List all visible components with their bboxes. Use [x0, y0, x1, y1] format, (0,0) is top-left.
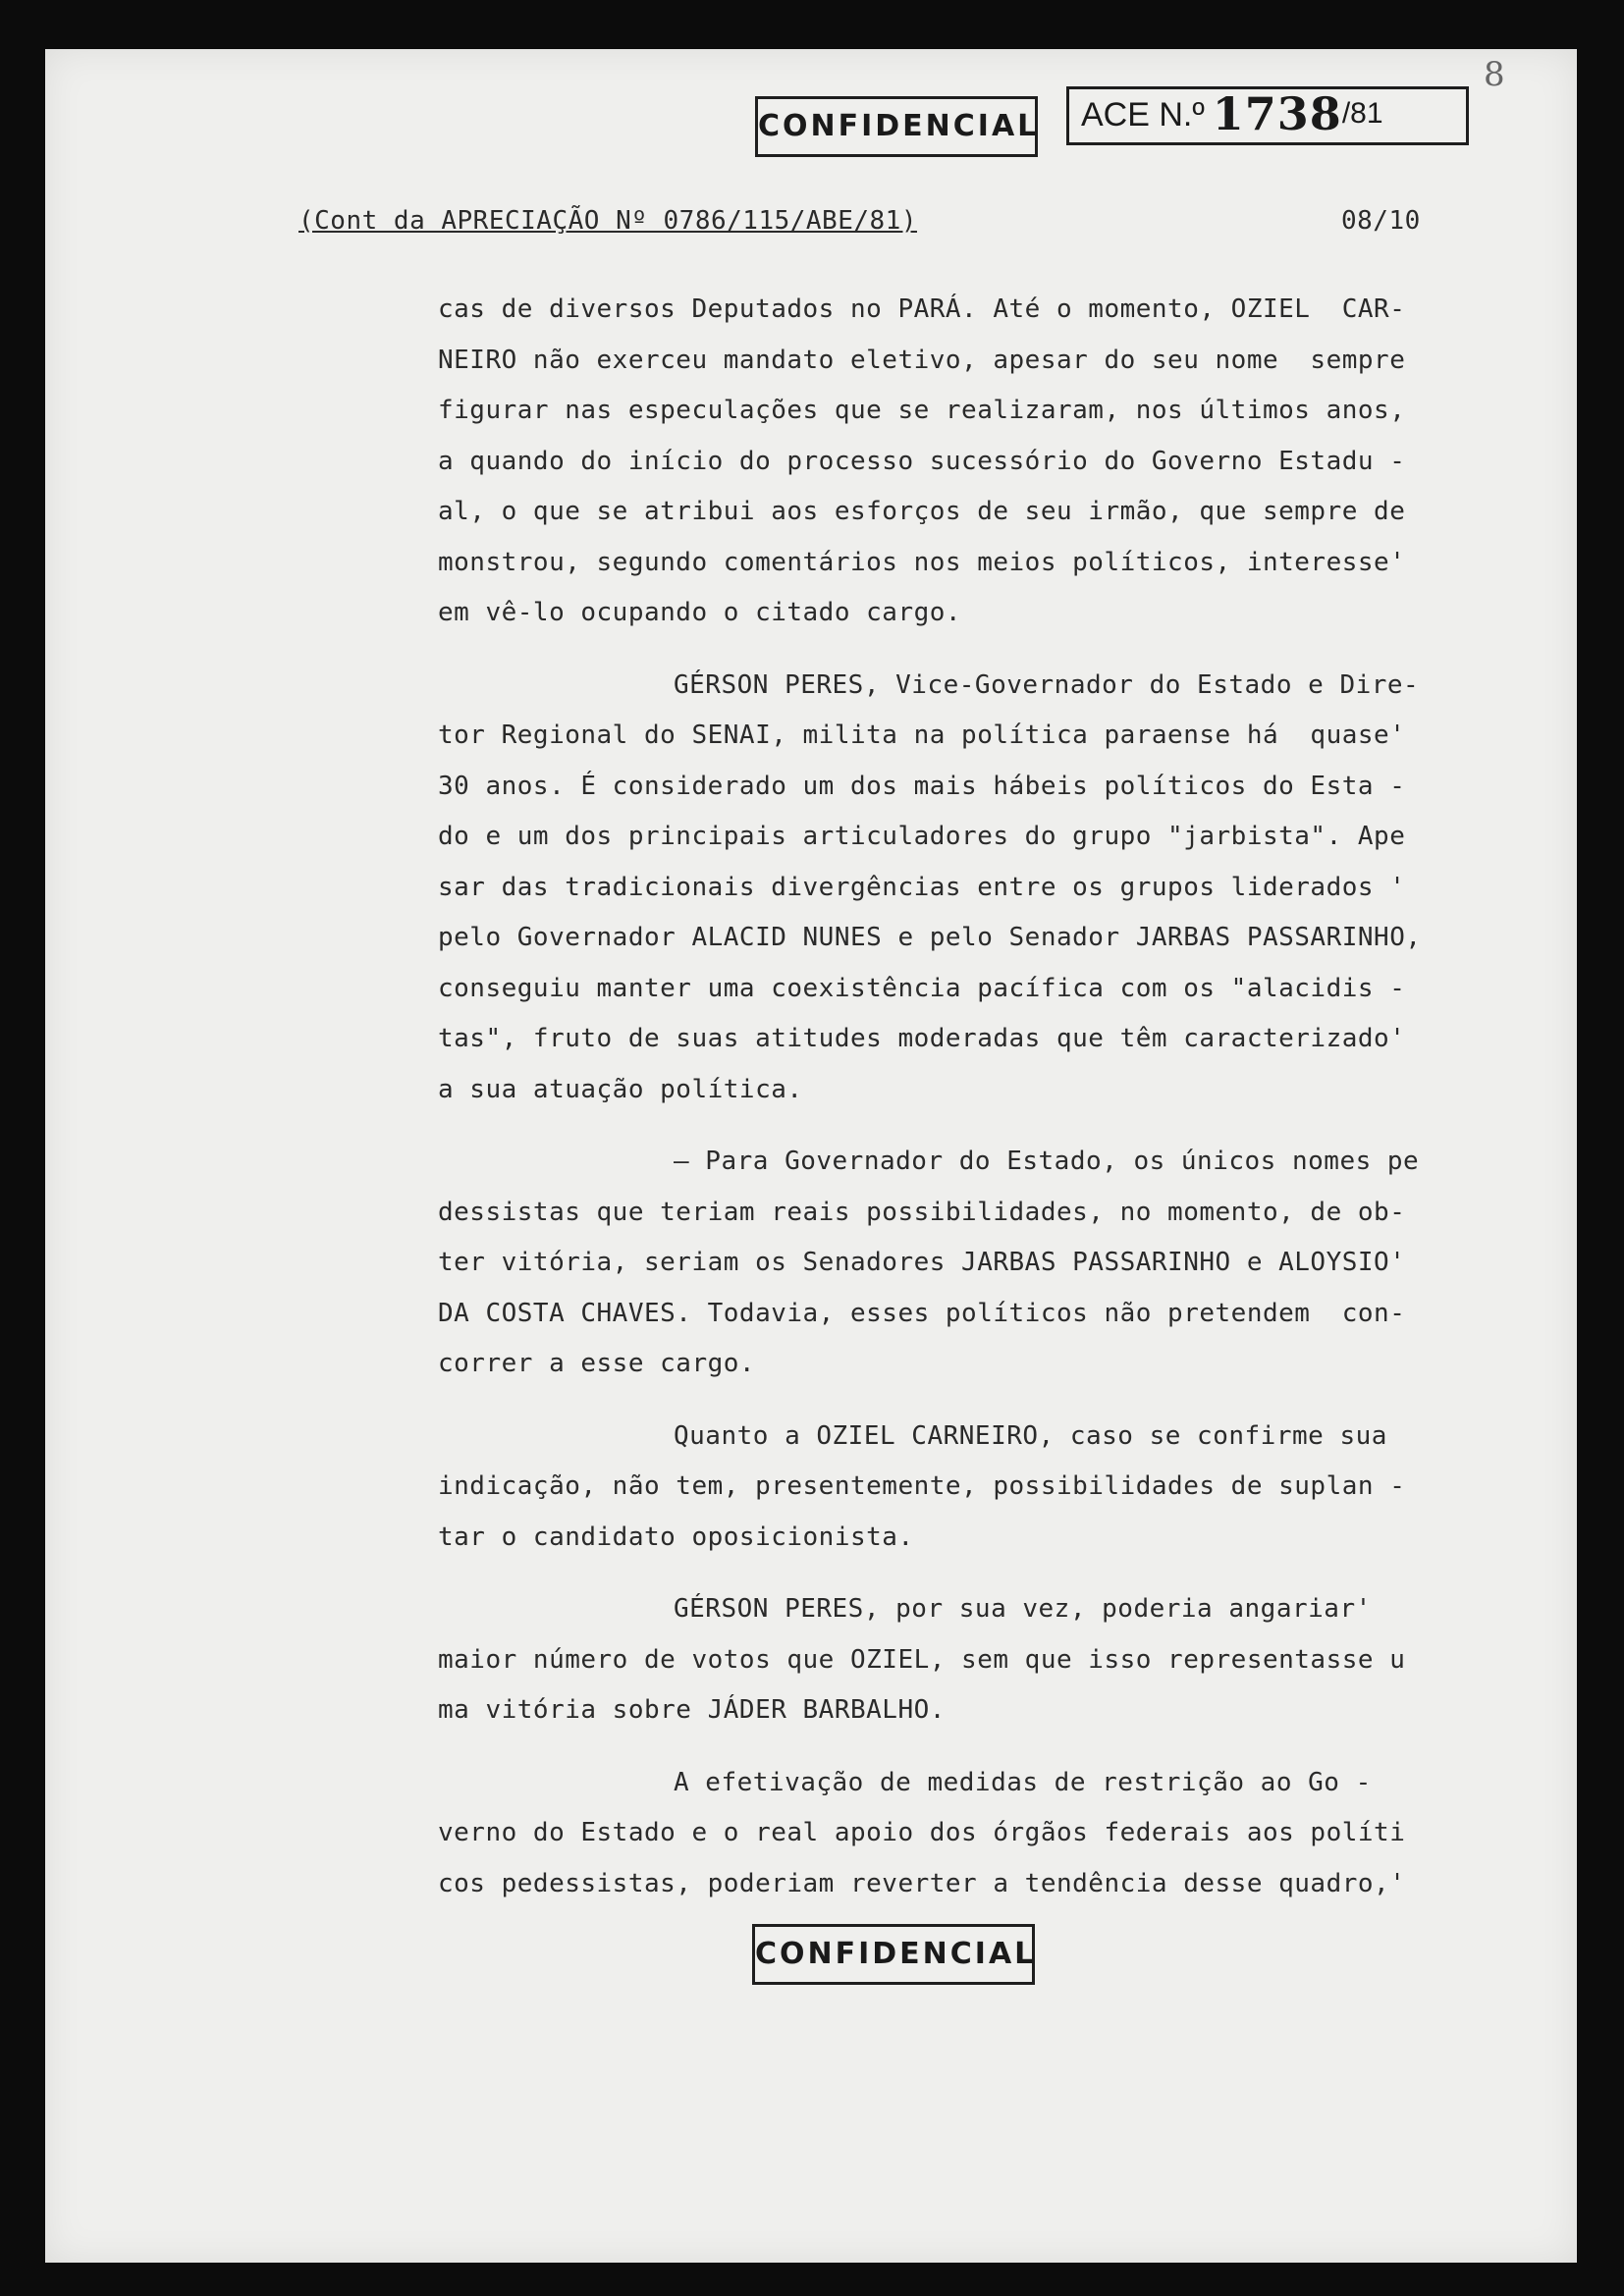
text-line: indicação, não tem, presentemente, possibilidades de suplan - — [438, 1471, 1406, 1501]
text-line: cas de diversos Deputados no PARÁ. Até o momento, OZIEL CAR- — [438, 294, 1406, 324]
text-line: 30 anos. É considerado um dos mais hábeis políticos do Esta - — [438, 771, 1406, 801]
document-page — [45, 49, 1577, 2263]
paragraph — [438, 1137, 1449, 1390]
document-body — [438, 285, 1449, 1931]
text-line: — Para Governador do Estado, os únicos nomes pe — [674, 1147, 1420, 1176]
text-line: cos pedessistas, poderiam reverter a tendência desse quadro,' — [438, 1868, 1406, 1898]
paragraph — [438, 1584, 1449, 1736]
text-line: A efetivação de medidas de restrição ao Go - — [674, 1767, 1372, 1797]
ace-year: /81 — [1341, 97, 1383, 130]
document-reference: (Cont da APRECIAÇÃO Nº 0786/115/ABE/81) — [298, 206, 917, 236]
text-line: dessistas que teriam reais possibilidades, no momento, de ob- — [438, 1197, 1406, 1227]
text-line: pelo Governador ALACID NUNES e pelo Senador JARBAS PASSARINHO, — [438, 923, 1422, 952]
text-line: maior número de votos que OZIEL, sem que isso representasse u — [438, 1644, 1406, 1675]
text-line: figurar nas especulações que se realizaram, nos últimos anos, — [438, 396, 1406, 425]
text-line: a sua atuação política. — [438, 1074, 803, 1104]
text-line: Quanto a OZIEL CARNEIRO, caso se confirme sua — [674, 1420, 1387, 1451]
text-line: GÉRSON PERES, Vice-Governador do Estado e Dire- — [674, 669, 1420, 700]
text-line: em vê-lo ocupando o citado cargo. — [438, 598, 962, 627]
ace-number-box — [1066, 86, 1469, 145]
text-line: ma vitória sobre JÁDER BARBALHO. — [438, 1695, 946, 1725]
text-line: NEIRO não exerceu mandato eletivo, apesar do seu nome sempre — [438, 345, 1406, 375]
paragraph — [438, 1758, 1449, 1910]
text-line: ter vitória, seriam os Senadores JARBAS PASSARINHO e ALOYSIO' — [438, 1248, 1406, 1277]
paragraph — [438, 1412, 1449, 1564]
text-line: correr a esse cargo. — [438, 1349, 756, 1378]
text-line: al, o que se atribui aos esforços de seu irmão, que sempre de — [438, 497, 1406, 526]
text-line: conseguiu manter uma coexistência pacífica com os "alacidis - — [438, 973, 1406, 1003]
text-line: tas", fruto de suas atitudes moderadas que têm caracterizado' — [438, 1024, 1406, 1053]
text-line: tar o candidato oposicionista. — [438, 1522, 914, 1552]
confidential-stamp-top: CONFIDENCIAL — [755, 96, 1038, 157]
confidential-stamp-bottom: CONFIDENCIAL — [752, 1924, 1035, 1985]
text-line: sar das tradicionais divergências entre os grupos liderados ' — [438, 872, 1406, 902]
text-line: DA COSTA CHAVES. Todavia, esses políticos não pretendem con- — [438, 1298, 1406, 1328]
corner-page-mark: 8 — [1484, 55, 1505, 94]
ace-label: ACE N.º — [1081, 96, 1205, 133]
text-line: verno do Estado e o real apoio dos órgãos federais aos políti — [438, 1818, 1406, 1847]
text-line: GÉRSON PERES, por sua vez, poderia angariar' — [674, 1594, 1372, 1624]
text-line: tor Regional do SENAI, milita na política paraense há quase' — [438, 721, 1406, 750]
paragraph — [438, 285, 1449, 639]
text-line: a quando do início do processo sucessório do Governo Estadu - — [438, 446, 1406, 476]
text-line: do e um dos principais articuladores do grupo "jarbista". Ape — [438, 822, 1406, 851]
paragraph — [438, 661, 1449, 1116]
page-number: 08/10 — [1341, 206, 1421, 236]
ace-number: 1738 — [1212, 87, 1342, 140]
text-line: monstrou, segundo comentários nos meios políticos, interesse' — [438, 547, 1406, 577]
